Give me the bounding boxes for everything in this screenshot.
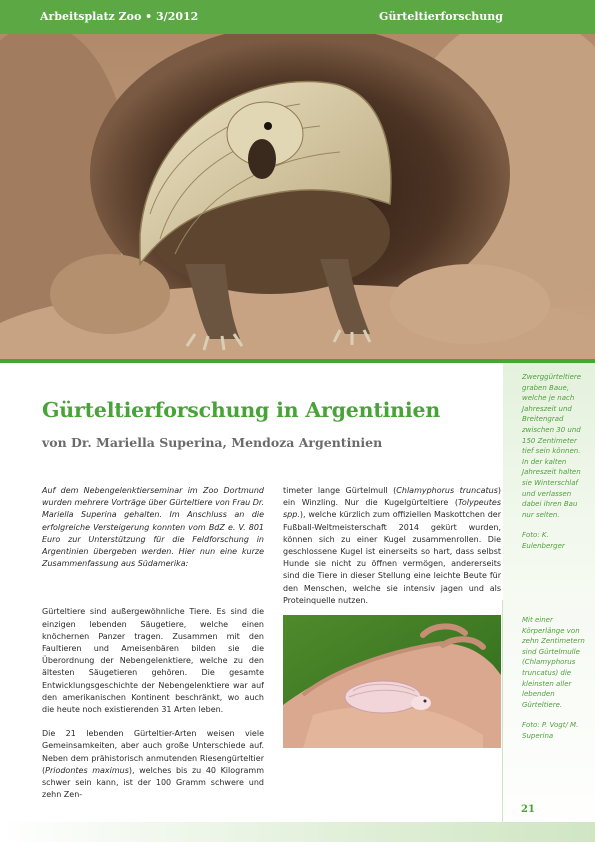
body2-text-a: Die 21 lebenden Gürteltier-Arten weisen viele Gemeinsamkeiten, aber auch große Unterschiede auf. Neben dem prähistorisch anmutenden Riesengürteltier ( bbox=[42, 729, 264, 775]
armadillo-photo bbox=[0, 34, 595, 359]
footer-band bbox=[0, 822, 595, 842]
col2-text-b: ) ein Winzling. Nur die Kugelgürteltiere ( bbox=[283, 486, 501, 508]
sidebar-divider bbox=[502, 600, 503, 822]
intro-paragraph: Auf dem Nebengelenktierseminar im Zoo Dortmund wurden mehrere Vorträge über Gürteltiere von Frau Dr. Mariella Superina gehalten. Im Anschluss an die erfolgreiche Versteigerung konnten vom BdZ e. V. 801 Euro zur Unterstützung für die Feldforschung in Argentinien übergeben werden. Hier nun eine kurze Zusammenfassung aus Südamerika: bbox=[42, 486, 265, 569]
photo-caption-2 bbox=[522, 615, 588, 742]
article-title: Gürteltierforschung in Argentinien bbox=[42, 398, 441, 422]
body2-text-b: ), welches bis zu 40 Kilogramm schwer sein kann, ist der 100 Gramm schwere und zehn Zen- bbox=[42, 765, 265, 800]
article-author: von Dr. Mariella Superina, Mendoza Argentinien bbox=[42, 435, 383, 450]
photo-caption-1 bbox=[522, 372, 588, 552]
header-bar bbox=[0, 0, 595, 34]
caption-1-credit: Foto: K. Eulenberger bbox=[522, 531, 565, 550]
column-left bbox=[42, 485, 264, 813]
magazine-issue: Arbeitsplatz Zoo • 3/2012 bbox=[40, 10, 199, 23]
body-paragraph-3 bbox=[283, 485, 501, 607]
col2-species-1: Chlamyphorus truncatus bbox=[396, 486, 498, 495]
caption-2-text: Mit einer Körperlänge von zehn Zentimetern sind Gürtelmulle (Chlamyphorus truncatus) die kleinsten aller lebenden Gürteltiere. bbox=[522, 616, 585, 709]
col2-species-2: Tolypeutes spp. bbox=[283, 498, 501, 520]
body-paragraph-1: Gürteltiere sind außergewöhnliche Tiere. Es sind die einzigen lebenden Säugetiere, welche einen knöchernen Panzer tragen. Zusammen mit den Faultieren und Ameisenbären bilden sie die Überordnung der Nebengelenktiere, welche zu den ältesten Säugetieren gehören. Die gesamte Entwicklungsgeschichte der Nebengelenktiere war auf den amerikanischen Kontinent beschränkt, wo auch die heute noch existierenden 31 Arten leben. bbox=[42, 607, 264, 715]
col2-text-c: ), welche kürzlich zum offiziellen Maskottchen der Fußball-Weltmeisterschaft 2014 gekürt wurden, können sich zu einer Kugel zusammenrollen. Die geschlossene Kugel ist einerseits so hart, dass selbst Hunde sie nicht zu öffnen vermögen, andererseits sind die Tiere in dieser Stellung eine leichte Beute für den Menschen, welche sie intensiv jagen und als Proteinquelle nutzen. bbox=[283, 510, 501, 605]
caption-1-text: Zwerggürteltiere graben Baue, welche je nach Jahreszeit und Breitengrad zwischen 30 und 150 Zentimeter tief sein können. In der kalten Jahreszeit halten sie Winterschlaf und verlassen dabei ihren Bau nur selten. bbox=[522, 373, 582, 519]
body2-species: Priodontes maximus bbox=[45, 765, 129, 775]
page-number: 21 bbox=[521, 804, 535, 815]
caption-2-credit: Foto: P. Vogt/ M. Superina bbox=[522, 721, 579, 740]
pink-fairy-armadillo-photo bbox=[283, 615, 501, 748]
col2-text-a: timeter lange Gürtelmull ( bbox=[283, 486, 397, 495]
section-title: Gürteltierforschung bbox=[379, 10, 503, 23]
column-right bbox=[283, 485, 501, 619]
body-paragraph-2 bbox=[42, 728, 264, 801]
